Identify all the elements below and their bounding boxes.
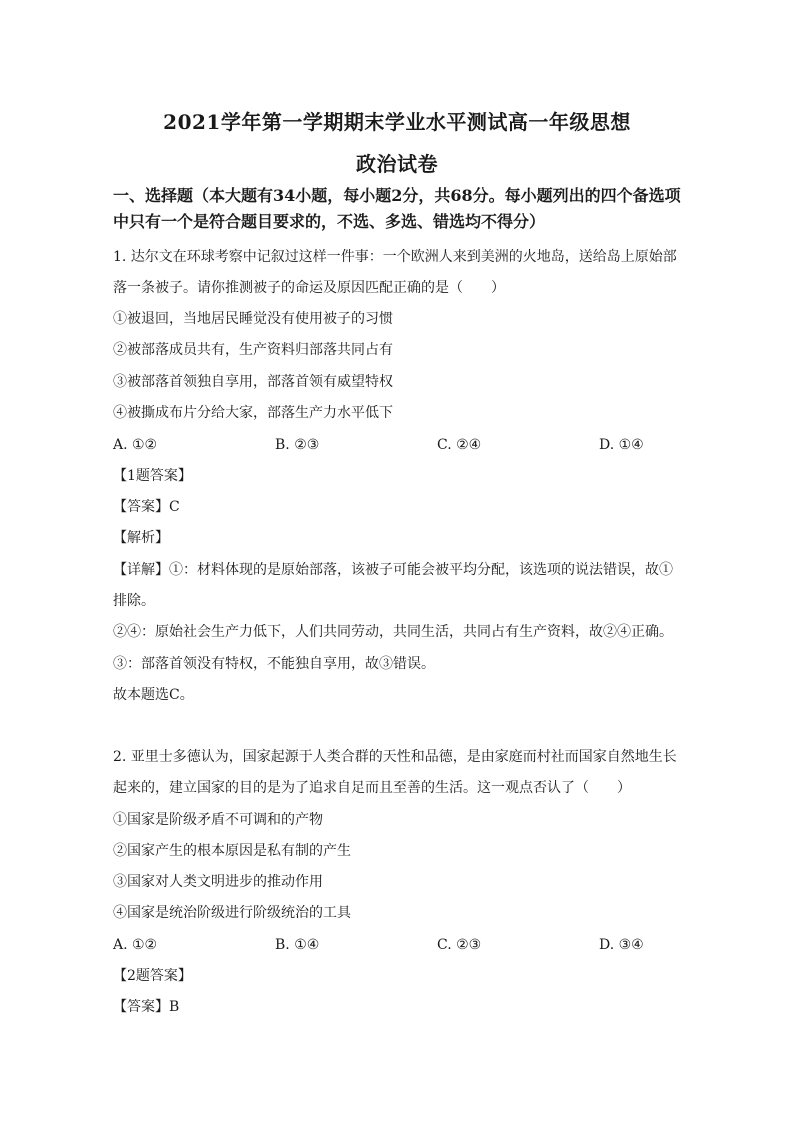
- q1-option-c: C. ②④: [437, 437, 482, 453]
- q1-item-1: ①被退回，当地居民睡觉没有使用被子的习惯: [113, 311, 393, 327]
- q1-conclusion: 故本题选C。: [113, 687, 194, 703]
- q2-option-a: A. ①②: [113, 937, 158, 953]
- q2-option-b: B. ①④: [275, 937, 320, 953]
- q1-analysis-tag: 【解析】: [113, 530, 169, 546]
- q2-option-d: D. ③④: [599, 937, 644, 953]
- q2-item-4: ④国家是统治阶级进行阶级统治的工具: [113, 905, 351, 921]
- q1-item-4: ④被撕成布片分给大家，部落生产力水平低下: [113, 405, 393, 421]
- q1-option-d: D. ①④: [599, 437, 644, 453]
- q2-answer-tag: 【2题答案】: [113, 968, 192, 984]
- q2-option-c: C. ②③: [437, 937, 482, 953]
- section-heading: 一、选择题（本大题有34小题，每小题2分，共68分。每小题列出的四个备选项中只有一个是符合题目要求的，不选、多选、错选均不得分）: [113, 186, 681, 231]
- exam-title-line-2: 政治试卷: [356, 152, 438, 176]
- q1-detail-line-3: ②④：原始社会生产力低下，人们共同劳动，共同生活，共同占有生产资料，故②④正确。: [113, 624, 673, 640]
- q1-detail-line-4: ③：部落首领没有特权，不能独自享用，故③错误。: [113, 656, 435, 672]
- q2-stem-line-2: 起来的，建立国家的目的是为了追求自足而且至善的生活。这一观点否认了（ ）: [113, 780, 631, 796]
- q1-stem-line-1: 1. 达尔文在环球考察中记叙过这样一件事：一个欧洲人来到美洲的火地岛，送给岛上原始部: [113, 249, 677, 265]
- q1-detail-line-2: 排除。: [113, 593, 155, 609]
- q1-detail-line-1: 【详解】①：材料体现的是原始部落，该被子可能会被平均分配，该选项的说法错误，故①: [113, 562, 673, 578]
- q1-item-3: ③被部落首领独自享用，部落首领有威望特权: [113, 374, 393, 390]
- q1-answer-tag: 【1题答案】: [113, 468, 192, 484]
- q1-option-b: B. ②③: [275, 437, 320, 453]
- q2-item-2: ②国家产生的根本原因是私有制的产生: [113, 843, 351, 859]
- q1-answer: 【答案】C: [113, 499, 180, 515]
- q1-stem-line-2: 落一条被子。请你推测被子的命运及原因匹配正确的是（ ）: [113, 280, 505, 296]
- q2-stem-line-1: 2. 亚里士多德认为，国家起源于人类合群的天性和品德，是由家庭而村社而国家自然地生长: [113, 749, 677, 765]
- q2-item-1: ①国家是阶级矛盾不可调和的产物: [113, 812, 323, 828]
- q2-answer: 【答案】B: [113, 999, 180, 1015]
- q1-option-a: A. ①②: [113, 437, 158, 453]
- q2-item-3: ③国家对人类文明进步的推动作用: [113, 874, 323, 890]
- exam-title-line-1: 2021学年第一学期期末学业水平测试高一年级思想: [163, 110, 631, 134]
- q1-item-2: ②被部落成员共有，生产资料归部落共同占有: [113, 342, 393, 358]
